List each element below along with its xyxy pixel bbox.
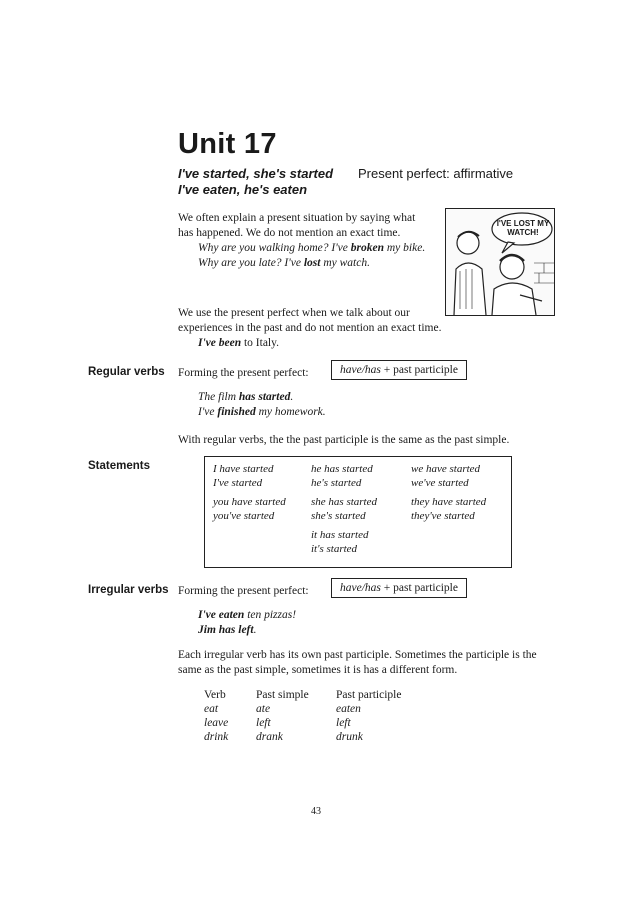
example-text: my homework. xyxy=(255,406,326,418)
page-number: 43 xyxy=(311,806,321,817)
regular-formula-box xyxy=(331,360,467,380)
example-emphasis: I've been xyxy=(198,337,242,349)
example-emphasis: has started xyxy=(238,391,291,403)
statement-cell: she's started xyxy=(311,509,366,522)
intro-example xyxy=(198,256,370,271)
experience-example xyxy=(198,336,279,351)
verb-table-header: Past simple xyxy=(256,689,309,701)
statement-cell: you've started xyxy=(213,509,275,522)
header-line-2: I've eaten, he's eaten xyxy=(178,182,308,197)
statement-cell: they've started xyxy=(411,509,475,522)
speech-bubble-text: I'VE LOST MY WATCH! xyxy=(496,219,550,237)
verb-table-header: Past participle xyxy=(336,689,402,701)
past-simple-cell: left xyxy=(256,717,271,729)
statement-cell: he's started xyxy=(311,476,362,489)
verb-forms-table xyxy=(204,688,401,744)
irregular-formula-box xyxy=(331,578,467,598)
statement-cell: you have started xyxy=(213,496,286,508)
header-topic: Present perfect: affirmative xyxy=(358,166,514,181)
example-text: . xyxy=(253,624,257,636)
example-emphasis: broken xyxy=(350,242,384,254)
past-participle-cell: eaten xyxy=(336,703,361,715)
statement-cell: they have started xyxy=(411,496,487,508)
irregular-example xyxy=(198,623,256,638)
past-simple-cell: ate xyxy=(256,703,271,715)
formula-have-has: have/has xyxy=(340,582,381,594)
side-label-statements: Statements xyxy=(88,460,150,472)
past-participle-cell: drunk xyxy=(336,731,363,743)
side-label-regular-verbs: Regular verbs xyxy=(88,366,165,378)
example-emphasis: finished xyxy=(217,406,256,418)
verb-cell: leave xyxy=(204,717,229,729)
past-participle-cell: left xyxy=(336,717,351,729)
side-label-irregular-verbs: Irregular verbs xyxy=(88,584,169,596)
table-row xyxy=(204,702,401,716)
cartoon-illustration xyxy=(445,208,555,316)
verb-table-header-row xyxy=(204,688,401,702)
irregular-note-line: Each irregular verb has its own past participle. Sometimes the participle is the xyxy=(178,649,537,661)
example-text: Why are you late? I've xyxy=(198,257,304,269)
statements-column-1 xyxy=(213,463,286,523)
formula-participle: + past participle xyxy=(380,582,458,594)
regular-example xyxy=(198,405,326,420)
regular-note: With regular verbs, the the past participle is the same as the past simple. xyxy=(178,434,510,446)
example-text: The film xyxy=(198,391,239,403)
irregular-note-line: same as the past simple, sometimes it is has a different form. xyxy=(178,664,458,676)
statement-cell: we've started xyxy=(411,476,469,489)
verb-table-header: Verb xyxy=(204,689,226,701)
table-row xyxy=(204,716,401,730)
example-emphasis: Jim has left xyxy=(198,624,254,636)
statement-cell: I have started xyxy=(213,463,274,475)
intro-example xyxy=(198,241,425,256)
intro-line: has happened. We do not mention an exact time. xyxy=(178,227,401,239)
example-text: my bike. xyxy=(384,242,426,254)
irregular-forming-label: Forming the present perfect: xyxy=(178,585,309,597)
formula-participle: + past participle xyxy=(380,364,458,376)
example-text: to Italy. xyxy=(241,337,280,349)
intro-paragraph xyxy=(178,211,415,241)
example-emphasis: lost xyxy=(303,257,321,269)
statement-cell: I've started xyxy=(213,476,263,489)
statements-column-2 xyxy=(311,463,377,556)
intro-line: We often explain a present situation by saying what xyxy=(178,212,416,224)
statements-table xyxy=(204,456,512,568)
regular-forming-label: Forming the present perfect: xyxy=(178,367,309,379)
experience-paragraph xyxy=(178,306,441,336)
verb-cell: drink xyxy=(204,731,229,743)
verb-cell: eat xyxy=(204,703,219,715)
example-text: my watch. xyxy=(320,257,370,269)
irregular-note xyxy=(178,648,537,678)
irregular-example xyxy=(198,608,296,623)
formula-have-has: have/has xyxy=(340,364,381,376)
example-text: . xyxy=(290,391,294,403)
statements-column-3 xyxy=(411,463,486,523)
statement-cell: it has started xyxy=(311,529,369,541)
example-text: I've xyxy=(198,406,218,418)
statement-cell: she has started xyxy=(311,496,377,508)
example-text: Why are you walking home? I've xyxy=(198,242,351,254)
experience-line: experiences in the past and do not mention an exact time. xyxy=(178,322,442,334)
unit-title: Unit 17 xyxy=(178,128,277,160)
regular-example xyxy=(198,390,293,405)
example-text: ten pizzas! xyxy=(244,609,297,621)
example-emphasis: I've eaten xyxy=(198,609,245,621)
statement-cell: he has started xyxy=(311,463,373,475)
table-row xyxy=(204,730,401,744)
statement-cell: we have started xyxy=(411,463,481,475)
experience-line: We use the present perfect when we talk about our xyxy=(178,307,410,319)
header-line-1: I've started, she's started xyxy=(178,166,334,181)
statement-cell: it's started xyxy=(311,542,358,555)
past-simple-cell: drank xyxy=(256,731,283,743)
